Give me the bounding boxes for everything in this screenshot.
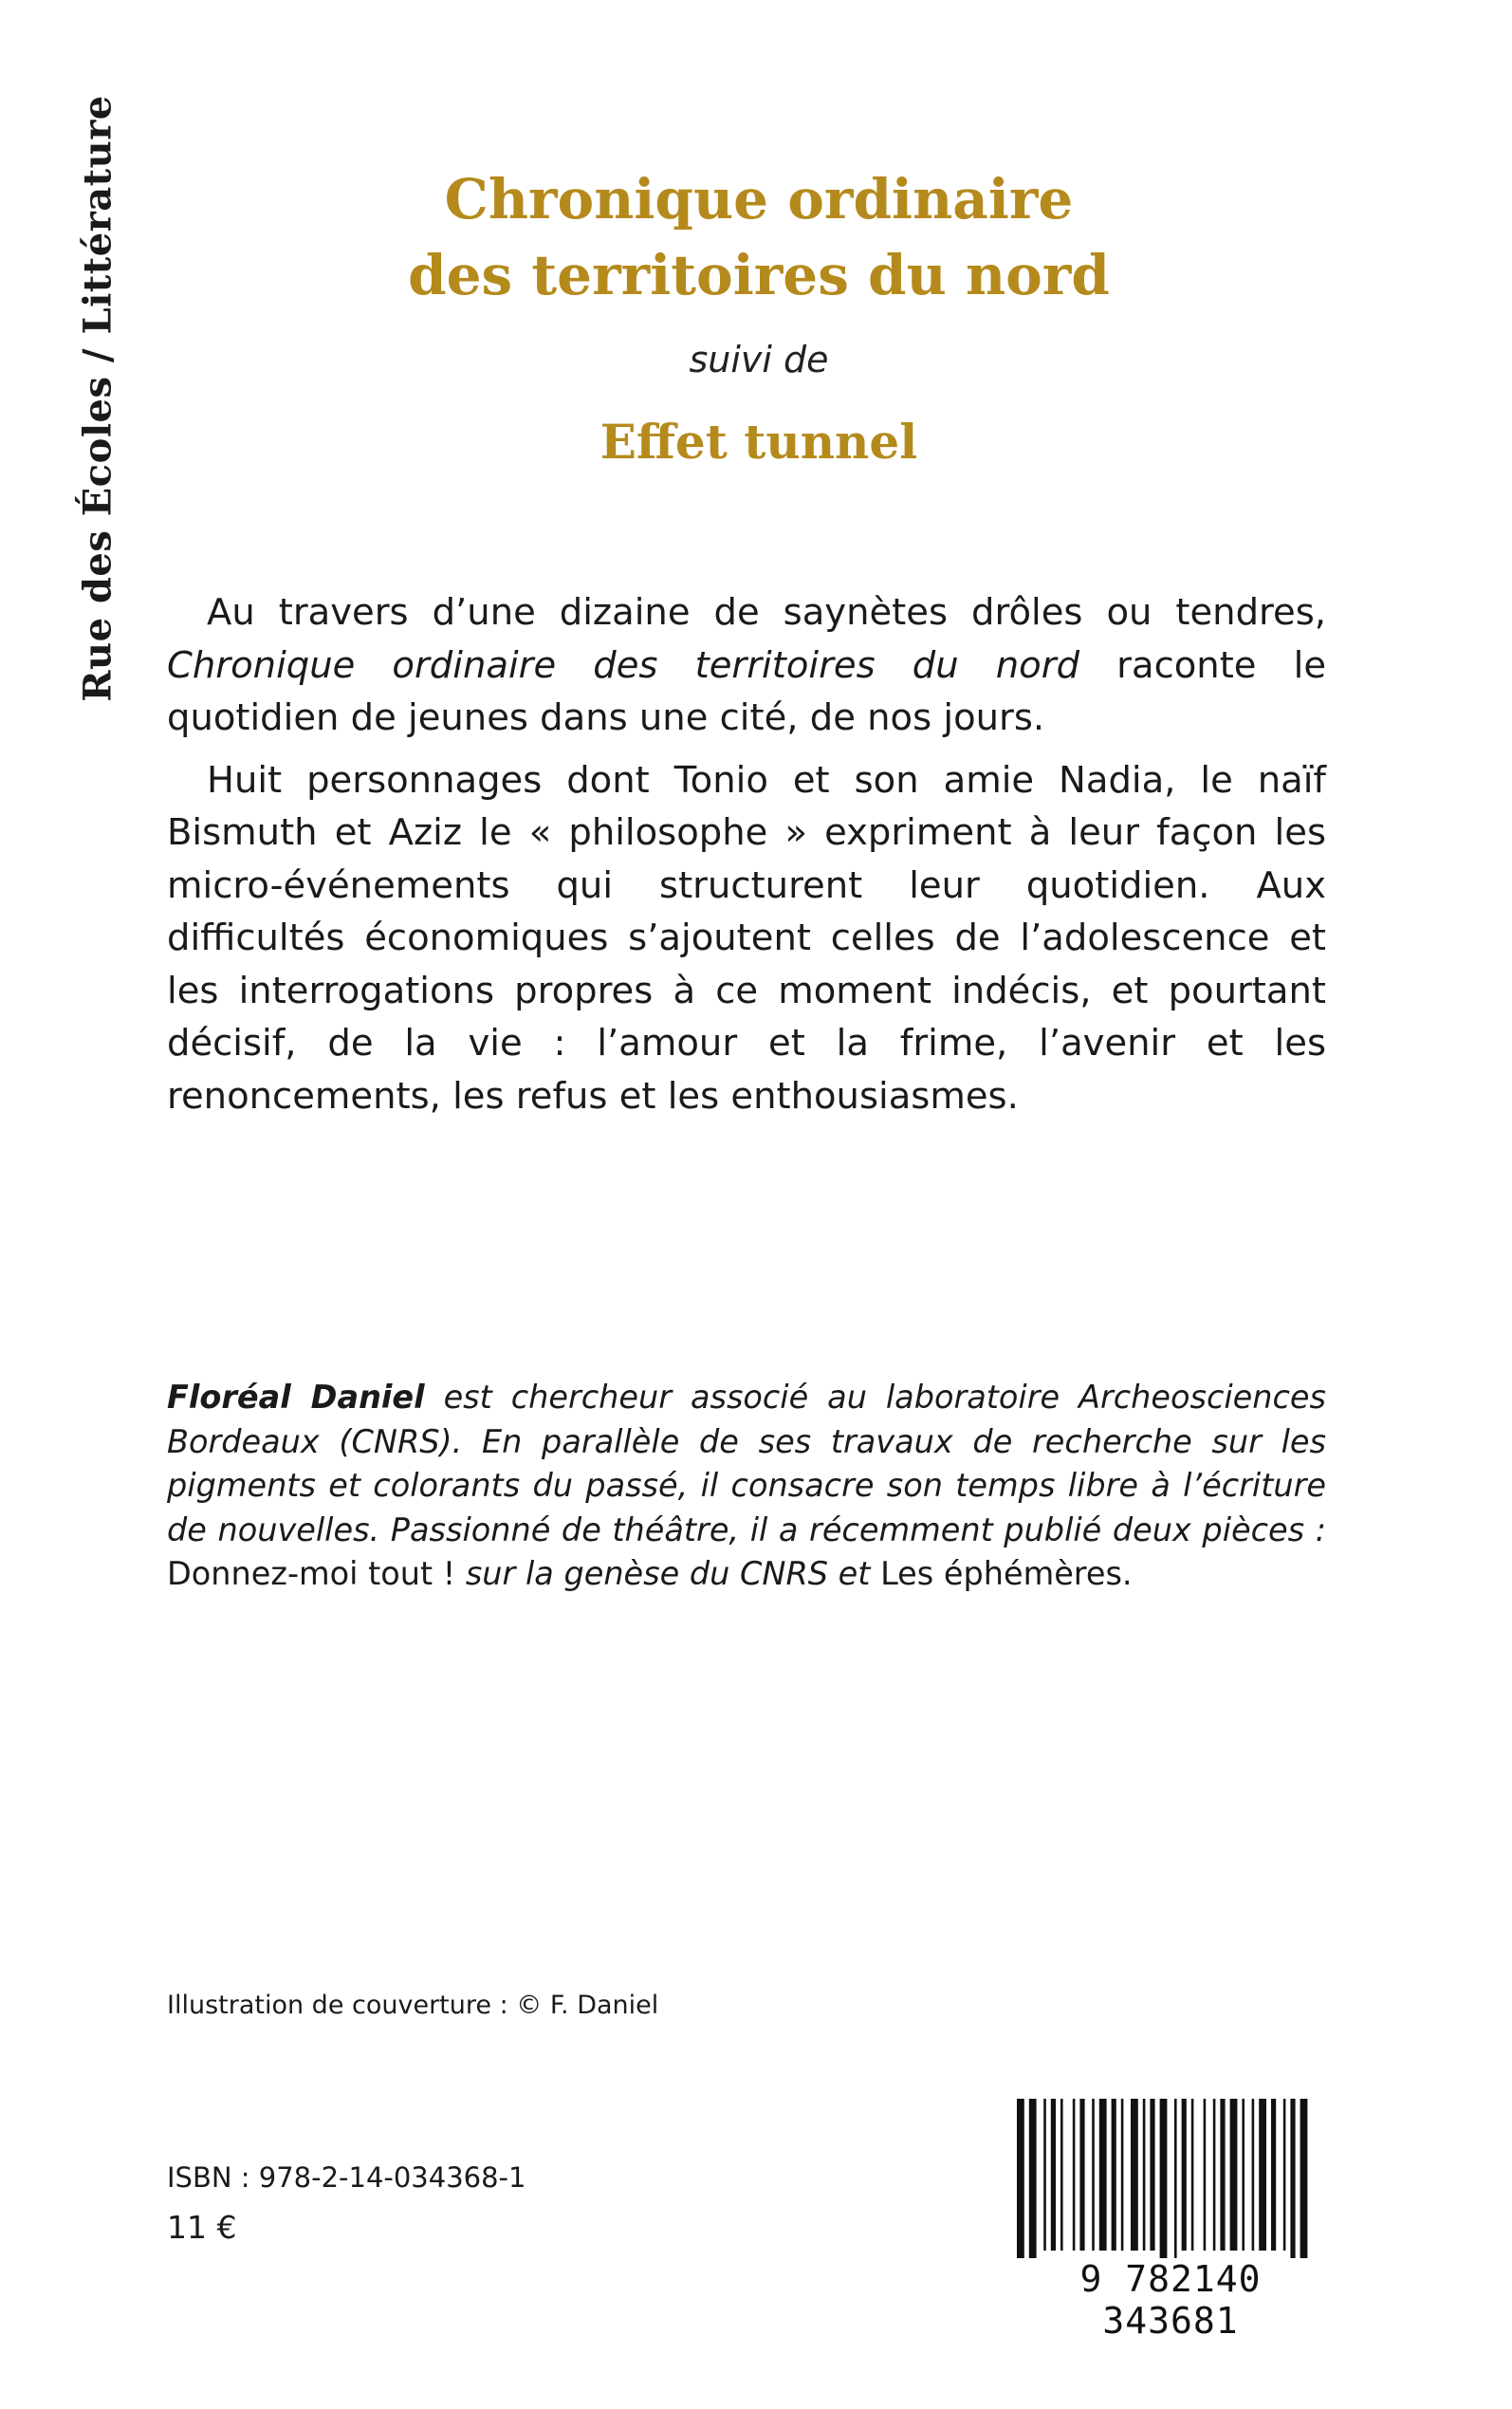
barcode-bar — [1191, 2099, 1194, 2251]
barcode-bar — [1073, 2099, 1076, 2251]
barcode-bar — [1121, 2099, 1124, 2251]
author-bio-part-2: sur la genèse du CNRS et — [455, 1555, 881, 1592]
barcode-bar — [1230, 2099, 1238, 2251]
barcode-bar — [1213, 2099, 1216, 2251]
suivi-de: suivi de — [689, 339, 829, 380]
summary-paragraph-2: Huit personnages dont Tonio et son amie Nadia, le naïf Bismuth et Aziz le « philosophe » expriment à leur façon les micro-événements qui structurent leur quotidien. Aux difficultés économiques s’ajoutent celles de l’adolescence et les interrogations propres à ce moment indécis, et pourtant décisif, de la vie : l’amour et la frime, l’avenir et les renoncements, les refus et les enthousiasmes. — [167, 758, 1326, 1118]
barcode-bar — [1060, 2099, 1063, 2251]
barcode-bar — [1160, 2099, 1168, 2258]
barcode-bar — [1271, 2099, 1276, 2251]
barcode-bar — [1259, 2099, 1266, 2251]
barcode-bar — [1079, 2099, 1084, 2251]
price: 11 € — [167, 2209, 237, 2246]
subtitle: Effet tunnel — [599, 414, 918, 470]
summary-text — [167, 586, 1326, 1132]
barcode-bar — [1252, 2099, 1255, 2251]
title-line-2: des territoires du nord — [408, 243, 1110, 307]
spine-label — [55, 95, 140, 702]
barcode-bar — [1300, 2099, 1308, 2258]
spine-text: Rue des Écoles / Littérature — [75, 95, 120, 702]
barcode-bar — [1112, 2099, 1116, 2251]
barcode-bar — [1150, 2099, 1154, 2251]
barcode-bar — [1029, 2099, 1037, 2258]
barcode-bar — [1092, 2099, 1095, 2251]
barcode-bar — [1283, 2099, 1286, 2251]
isbn: ISBN : 978-2-14-034368-1 — [167, 2161, 526, 2194]
author-bio-end: . — [1121, 1555, 1133, 1592]
author-work-1: Donnez-moi tout ! — [167, 1555, 456, 1592]
barcode-bars — [1009, 2099, 1332, 2258]
summary-book-title: Chronique ordinaire des territoires du nord — [167, 643, 1080, 687]
barcode-bar — [1220, 2099, 1225, 2251]
barcode-bar — [1174, 2099, 1177, 2258]
author-name: Floréal Daniel — [167, 1379, 425, 1416]
summary-p1-start: Au travers d’une dizaine de saynètes drôles ou tendres, — [207, 591, 1326, 634]
barcode-bar — [1290, 2099, 1295, 2258]
barcode-bar — [1131, 2099, 1138, 2251]
author-work-2: Les éphémères — [880, 1555, 1122, 1592]
author-paragraph — [167, 1376, 1326, 1597]
cover-credit: Illustration de couverture : © F. Daniel — [167, 1991, 659, 2020]
title-line-1: Chronique ordinaire — [444, 167, 1074, 232]
title-block — [285, 161, 1233, 480]
summary-paragraph-1 — [167, 586, 1326, 745]
barcode-bar — [1242, 2099, 1245, 2251]
barcode-digits: 9 782140 343681 — [1079, 2258, 1262, 2342]
barcode-bar — [1099, 2099, 1107, 2251]
barcode-bar — [1017, 2099, 1024, 2258]
barcode-bar — [1182, 2099, 1187, 2251]
summary-p1-end: raconte le quotidien de jeunes dans une cité, de nos jours. — [167, 643, 1327, 739]
author-bio-part-1: est chercheur associé au laboratoire Archeosciences Bordeaux (CNRS). En parallèle de ses travaux de recherche sur les pigments et colorants du passé, il consacre son temps libre à l’écriture de nouvelles. Passionné de théâtre, il a récemment publié deux pièces : — [167, 1379, 1326, 1548]
barcode — [1009, 2099, 1332, 2342]
barcode-bar — [1204, 2099, 1207, 2251]
barcode-bar — [1043, 2099, 1046, 2251]
author-bio — [167, 1376, 1326, 1597]
barcode-bar — [1143, 2099, 1146, 2251]
barcode-bar — [1051, 2099, 1056, 2251]
